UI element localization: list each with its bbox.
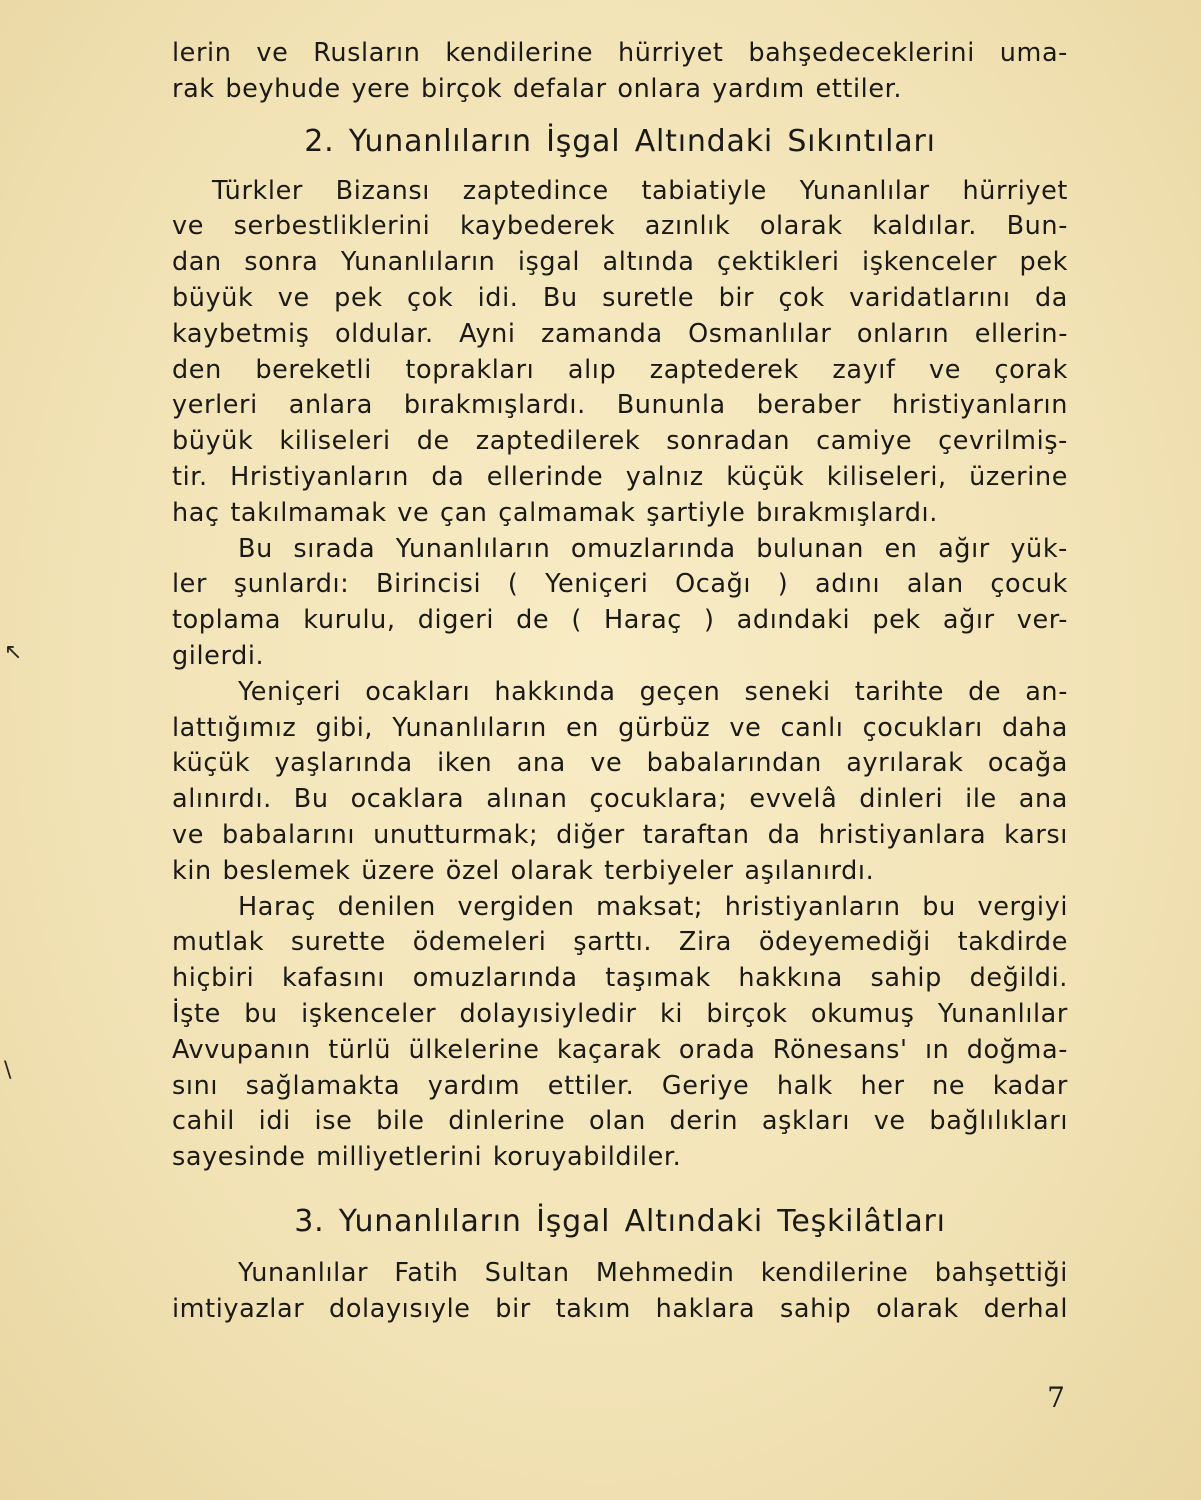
text-column	[172, 36, 1068, 1328]
text-line: yerleri anlara bırakmışlardı. Bununla beraber hristiyanların	[172, 390, 1068, 421]
margin-mark: \	[4, 1058, 12, 1083]
text-line: hiçbiri kafasını omuzlarında taşımak hakkına sahip değildi.	[172, 963, 1068, 994]
text-line: küçük yaşlarında iken ana ve babalarından ayrılarak ocağa	[172, 748, 1068, 779]
paragraph	[172, 675, 1068, 890]
paragraph	[172, 532, 1068, 675]
text-line: Bu sırada Yunanlıların omuzlarında bulunan en ağır yük-	[238, 533, 1068, 564]
text-line: Haraç denilen vergiden maksat; hristiyanların bu vergiyi	[238, 891, 1068, 922]
text-line: toplama kurulu, digeri de ( Haraç ) adındaki pek ağır ver-	[172, 605, 1068, 636]
text-line: Türkler Bizansı zaptedince tabiatiyle Yunanlılar hürriyet	[212, 175, 1068, 206]
text-line: den bereketli toprakları alıp zaptederek zayıf ve çorak	[172, 354, 1068, 385]
text-line: sayesinde milliyetlerini koruyabildiler.	[172, 1142, 682, 1173]
text-line: sını sağlamakta yardım ettiler. Geriye halk her ne kadar	[172, 1070, 1068, 1101]
text-line: tir. Hristiyanların da ellerinde yalnız küçük kiliseleri, üzerine	[172, 461, 1068, 492]
page-number: 7	[1047, 1381, 1065, 1414]
paragraph	[172, 174, 1068, 532]
text-line: imtiyazlar dolayısıyle bir takım haklara sahip olarak derhal	[172, 1293, 1068, 1324]
text-line: Yunanlılar Fatih Sultan Mehmedin kendilerine bahşettiği	[238, 1257, 1068, 1288]
paragraph	[172, 1256, 1068, 1328]
text-line: ler şunlardı: Birincisi ( Yeniçeri Ocağı ) adını alan çocuk	[172, 569, 1068, 600]
text-line: ve serbestliklerini kaybederek azınlık olarak kaldılar. Bun-	[172, 211, 1068, 242]
section-heading: 3. Yunanlıların İşgal Altındaki Teşkilâtları	[294, 1203, 946, 1239]
text-line: dan sonra Yunanlıların işgal altında çektikleri işkenceler pek	[172, 247, 1068, 278]
margin-mark: ↖	[4, 640, 23, 665]
text-line: mutlak surette ödemeleri şarttı. Zira ödeyemediği takdirde	[172, 927, 1068, 958]
text-line: Avvupanın türlü ülkelerine kaçarak orada Rönesans' ın doğma-	[172, 1034, 1068, 1065]
text-line: rak beyhude yere birçok defalar onlara yardım ettiler.	[172, 73, 903, 104]
text-line: alınırdı. Bu ocaklara alınan çocuklara; evvelâ dinleri ile ana	[172, 784, 1068, 815]
text-line: büyük kiliseleri de zaptedilerek sonradan camiye çevrilmiş-	[172, 426, 1068, 457]
text-line: haç takılmamak ve çan çalmamak şartiyle bırakmışlardı.	[172, 497, 938, 528]
section-heading: 2. Yunanlıların İşgal Altındaki Sıkıntıları	[304, 123, 936, 159]
text-line: büyük ve pek çok idi. Bu suretle bir çok varidatlarını da	[172, 282, 1068, 313]
text-line: Yeniçeri ocakları hakkında geçen seneki tarihte de an-	[238, 676, 1068, 707]
text-line: ve babalarını unutturmak; diğer taraftan da hristiyanlara karsı	[172, 819, 1068, 850]
text-line: gilerdi.	[172, 640, 265, 671]
text-line: lerin ve Rusların kendilerine hürriyet bahşedeceklerini uma-	[172, 38, 1068, 68]
paragraph	[172, 890, 1068, 1176]
text-line: kaybetmiş oldular. Ayni zamanda Osmanlılar onların ellerin-	[172, 318, 1068, 349]
continuation-paragraph	[172, 36, 1068, 108]
text-line: kin beslemek üzere özel olarak terbiyeler aşılanırdı.	[172, 855, 875, 886]
text-line: İşte bu işkenceler dolayısiyledir ki birçok okumuş Yunanlılar	[172, 998, 1068, 1029]
text-line: lattığımız gibi, Yunanlıların en gürbüz ve canlı çocukları daha	[172, 712, 1068, 743]
text-line: cahil idi ise bile dinlerine olan derin aşkları ve bağlılıkları	[172, 1106, 1068, 1137]
